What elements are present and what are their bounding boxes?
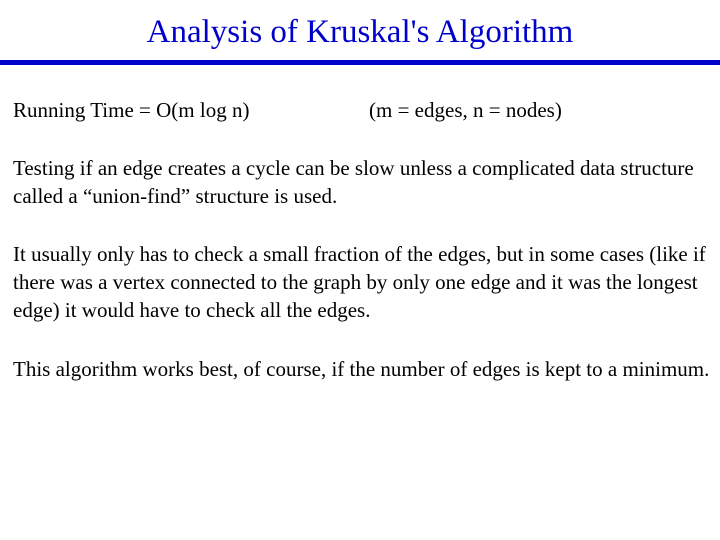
running-time-text: Running Time = O(m log n) (13, 98, 250, 122)
paragraph-edge-fraction: It usually only has to check a small fraction of the edges, but in some cases (like if there was a vertex connected to the graph by only one edge and it was the longest edge) it would have to check all the edges. (13, 242, 706, 322)
slide-title: Analysis of Kruskal's Algorithm (146, 14, 574, 50)
running-time-note: (m = edges, n = nodes) (369, 98, 562, 122)
paragraph-union-find: Testing if an edge creates a cycle can be slow unless a complicated data structure called a “union-find” structure is used. (13, 156, 694, 208)
paragraph-works-best: This algorithm works best, of course, if the number of edges is kept to a minimum. (13, 357, 710, 381)
title-underline-rule (0, 60, 720, 65)
running-time-line (13, 96, 713, 124)
